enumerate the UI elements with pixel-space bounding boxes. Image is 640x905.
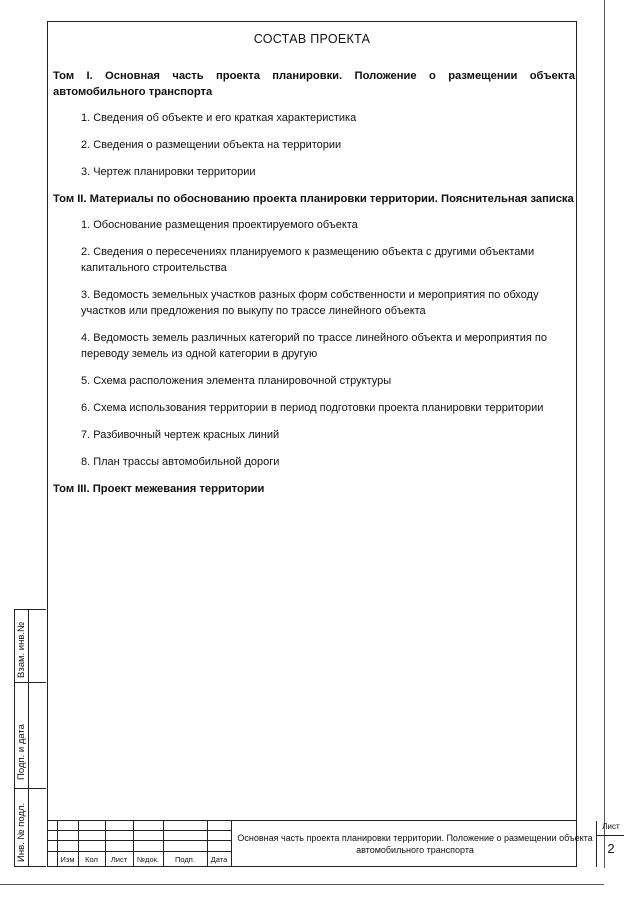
col-label-sheet: Лист <box>110 855 128 864</box>
stamp-label-replacement-inventory: Взам. инв.№ <box>16 621 27 678</box>
list-item: 3. Чертеж планировки территории <box>81 166 256 178</box>
sheet-label: Лист <box>602 822 620 831</box>
page-edge-bottom <box>0 884 604 885</box>
tb-line <box>47 851 231 852</box>
col-label-date: Дата <box>210 855 228 864</box>
stamp-label-signature-date: Подп. и дата <box>16 724 27 780</box>
title-block <box>47 820 620 867</box>
list-item: 5. Схема расположения элемента планировочной структуры <box>81 375 392 387</box>
margin-stamp <box>14 609 46 867</box>
list-item: 1. Обоснование размещения проектируемого объекта <box>81 219 358 231</box>
sheet-number: 2 <box>607 841 615 856</box>
stamp-row-line <box>15 788 46 789</box>
stamp-divider <box>28 610 29 866</box>
tb-line <box>47 840 231 841</box>
list-item: 7. Разбивочный чертеж красных линий <box>81 429 280 441</box>
tb-line <box>231 821 232 867</box>
list-item: 2. Сведения о размещении объекта на территории <box>81 139 342 151</box>
tb-line <box>47 830 231 831</box>
title-block-description: Основная часть проекта планировки территории. Положение о размещении объекта автомобильного транспорта <box>237 833 593 855</box>
page-edge-right <box>604 0 605 868</box>
col-label-count: Кол <box>85 855 98 864</box>
list-item: 4. Ведомость земель различных категорий по трассе линейного объекта и мероприятия по переводу земель из одной категории в другую <box>81 332 547 360</box>
volume-heading: Том III. Проект межевания территории <box>53 483 265 495</box>
list-item: 2. Сведения о пересечениях планируемого к размещению объекта с другими объектами капитального строительства <box>81 246 535 274</box>
stamp-label-original-inventory: Инв. № подл. <box>16 802 27 862</box>
list-item: 1. Сведения об объекте и его краткая характеристика <box>81 112 357 124</box>
volume-heading: Том II. Материалы по обоснованию проекта планировки территории. Пояснительная записка <box>53 193 574 205</box>
tb-line <box>596 835 624 836</box>
list-item: 8. План трассы автомобильной дороги <box>81 456 280 468</box>
stamp-row-line <box>15 682 46 683</box>
tb-line <box>596 821 597 867</box>
list-item: 3. Ведомость земельных участков разных форм собственности и мероприятия по обходу участков или предложения по выкупу по трассе линейного объекта <box>81 289 539 317</box>
list-item: 6. Схема использования территории в период подготовки проекта планировки территории <box>81 402 544 414</box>
col-label-doc-number: №док. <box>137 855 159 864</box>
document-title: СОСТАВ ПРОЕКТА <box>253 32 371 46</box>
contents-list <box>53 68 575 507</box>
volume-heading: Том I. Основная часть проекта планировки. Положение о размещении объекта автомобильного транспорта <box>53 70 575 98</box>
col-label-signature: Подп. <box>175 855 195 864</box>
col-label-change: Изм <box>60 855 75 864</box>
